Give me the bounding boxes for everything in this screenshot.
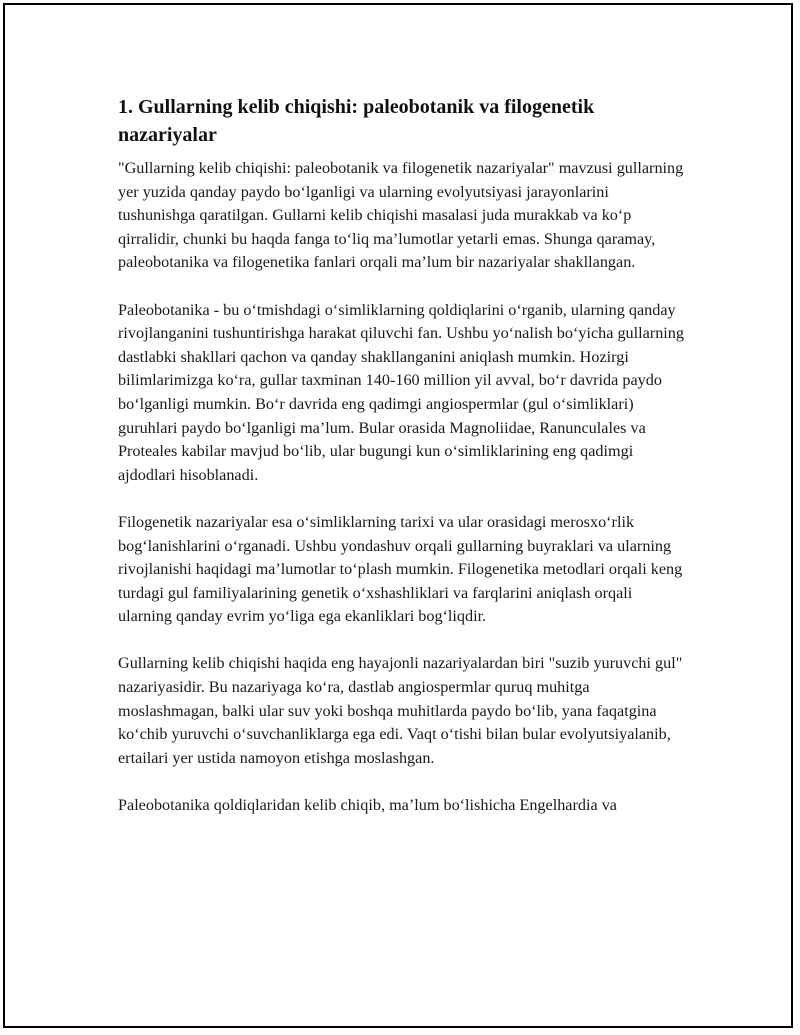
paragraph: "Gullarning kelib chiqishi: paleobotanik va filogenetik nazariyalar" mavzusi gullarning yer yuzida qanday paydo bo‘lganligi va ularning evolyutsiyasi jarayonlarini tushunishga qaratilgan. Gullarni kelib chiqishi masalasi juda murakkab va ko‘p qirralidir, chunki bu haqda fanga to‘liq ma’lumotlar yetarli emas. Shunga qaramay, paleobotanika va filogenetika fanlari orqali ma’lum bir nazariyalar shakllangan. [118,159,684,272]
document-title: 1. Gullarning kelib chiqishi: paleobotanik va filogenetik nazariyalar [118,96,595,146]
paragraph: Filogenetik nazariyalar esa o‘simliklarning tarixi va ular orasidagi merosxo‘rlik bog‘lanishlarini o‘rganadi. Ushbu yondashuv orqali gullarning buyraklari va ularning rivojlanishi haqidagi ma’lumotlar to‘plash mumkin. Filogenetika metodlari orqali keng turdagi gul familiyalarining genetik o‘xshashliklari va farqlarini aniqlash orqali ularning qanday evrim yo‘liga ega ekanliklari bog‘liqdir. [118,512,683,626]
document-body [118,93,690,841]
paragraph: Paleobotanika - bu o‘tmishdagi o‘simliklarning qoldiqlarini o‘rganib, ularning qanday rivojlanganini tushuntirishga harakat qiluvchi fan. Ushbu yo‘nalish bo‘yicha gullarning dastlabki shakllari qachon va qanday shakllanganini aniqlash mumkin. Hozirgi bilimlarimizga ko‘ra, gullar taxminan 140-160 million yil avval, bo‘r davrida paydo bo‘lganligi mumkin. Bo‘r davrida eng qadimgi angiospermlar (gul o‘simliklari) guruhlari paydo bo‘lganligi ma’lum. Bular orasida Magnoliidae, Ranunculales va Proteales kabilar mavjud bo‘lib, ular bugungi kun o‘simliklarining eng qadimgi ajdodlari hisoblanadi. [118,300,684,484]
paragraph: Gullarning kelib chiqishi haqida eng hayajonli nazariyalardan biri "suzib yuruvchi gul" nazariyasidir. Bu nazariyaga ko‘ra, dastlab angiospermlar quruq muhitga moslashmagan, balki ular suv yoki boshqa muhitlarda paydo bo‘lib, yana faqatgina ko‘chib yuruvchi o‘suvchanliklarga ega edi. Vaqt o‘tishi bilan bular evolyutsiyalanib, ertailari yer ustida namoyon etishga moslashgan. [118,654,683,767]
paragraph: Paleobotanika qoldiqlaridan kelib chiqib, ma’lum bo‘lishicha Engelhardia va [118,796,617,815]
